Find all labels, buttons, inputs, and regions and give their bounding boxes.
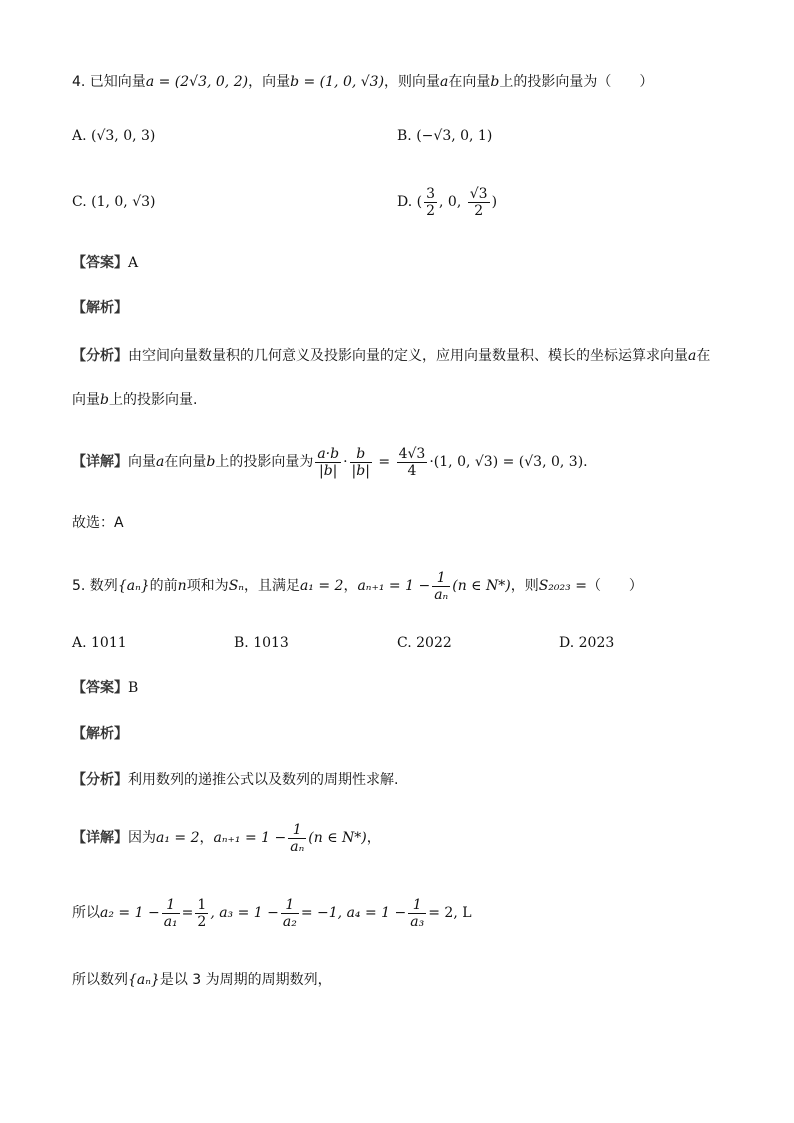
q4-vec-a: a = (2√3, 0, 2) [145, 74, 249, 90]
q5-so1-frac2-num: 1 [197, 896, 207, 913]
q4-vec-b: b = (1, 0, √3) [290, 74, 385, 90]
q5-so1-frac3-num: 1 [281, 897, 299, 914]
q5-detail-tag: 【详解】 [72, 830, 128, 846]
q4-detail-frac2-den: |b| [351, 462, 370, 479]
q4-stem-prefix: 4. 已知向量 [72, 74, 146, 90]
q4-detail-frac2-num: b [350, 446, 372, 463]
q5-answer-tag: 【答案】 [72, 680, 128, 696]
q4-fenxi-text1: 由空间向量数量积的几何意义及投影向量的定义，应用向量数量积、模长的坐标运算求向量 [128, 348, 688, 364]
q4-choice [72, 513, 124, 533]
q4-detail-tag: 【详解】 [72, 454, 128, 470]
q4-option-d [397, 182, 497, 222]
q4-fenxi-text2b: 上的投影向量. [108, 392, 198, 408]
q4-option-d-frac1-den: 2 [426, 202, 436, 219]
q4-detail-frac3-den: 4 [407, 462, 417, 479]
q4-detail-frac2 [350, 446, 372, 479]
q5-option-d-value: 2023 [578, 635, 615, 651]
q5-answer-value: B [128, 680, 139, 696]
q5-so1 [72, 893, 472, 933]
q4-mid3: 在向量 [448, 74, 491, 90]
q4-option-b-label: B. [397, 128, 412, 144]
q5-option-c-label: C. [397, 635, 412, 651]
q4-detail-b: b [206, 454, 216, 470]
q4-detail-frac3-num: 4√3 [398, 445, 426, 462]
q4-fenxi-text2: 向量 [72, 392, 100, 408]
q5-detail-text: 因为 [128, 830, 156, 846]
q5-option-a [72, 633, 127, 653]
q5-rec-cond: (n ∈ N*) [452, 578, 511, 594]
q5-stem4: ，且满足 [243, 578, 300, 594]
q4-stem-suffix: 上的投影向量为（ ） [499, 74, 654, 90]
q5-option-b [234, 633, 289, 653]
q5-detail-rec-num: 1 [288, 822, 306, 839]
q4-option-d-mid: , 0, [439, 194, 466, 210]
q5-detail-a1: a₁ = 2 [156, 830, 200, 846]
q5-detail-end: ， [366, 830, 381, 846]
q4-fenxi-line1 [72, 346, 710, 366]
q4-fenxi-b: b [100, 392, 109, 408]
q5-Sn: Sₙ [228, 578, 244, 594]
q4-detail-mid: 在向量 [164, 454, 207, 470]
q5-option-c [397, 633, 452, 653]
q5-so2-pre: 所以数列 [72, 972, 128, 988]
q4-option-c-value: (1, 0, √3) [91, 194, 156, 210]
q5-stem3: 项和为 [186, 578, 229, 594]
q4-choice-text: 故选：A [72, 515, 124, 531]
q5-fenxi-text: 利用数列的递推公式以及数列的周期性求解. [128, 772, 399, 788]
q5-so1-eq1: = [181, 905, 194, 921]
q4-detail-mid2: 上的投影向量为 [215, 454, 314, 470]
q5-so1-a2: a₂ = 1 − [100, 905, 160, 921]
q4-a: a [440, 74, 449, 90]
q4-detail-text: 向量 [128, 454, 156, 470]
q4-detail-a: a [156, 454, 165, 470]
q5-option-b-label: B. [234, 635, 249, 651]
q4-option-d-pre: ( [416, 194, 423, 210]
q5-stem [72, 566, 643, 606]
q5-so2-post: 是以 3 为周期的周期数列， [159, 972, 332, 988]
q4-detail-tail: ·(1, 0, √3) = (√3, 0, 3). [429, 454, 588, 470]
q4-answer [72, 253, 138, 273]
q5-stem5: ， [343, 578, 358, 594]
q4-option-b [397, 126, 492, 146]
q5-option-a-value: 1011 [91, 635, 127, 651]
q4-mid1: ，向量 [248, 74, 291, 90]
q5-rec-num: 1 [432, 570, 450, 587]
q5-analysis-tag: 【解析】 [72, 726, 128, 742]
q5-rec-frac [432, 570, 450, 603]
q5-so1-frac1 [162, 897, 180, 930]
q4-detail-eq: = [373, 454, 395, 470]
q5-analysis [72, 724, 128, 744]
q5-option-c-value: 2022 [416, 635, 452, 651]
q4-fenxi-a: a [688, 348, 697, 364]
q4-option-d-frac2-num: √3 [469, 185, 488, 202]
q5-rec-den: aₙ [434, 586, 449, 603]
q4-option-c [72, 192, 156, 212]
q4-answer-value: A [128, 255, 139, 271]
q4-option-a-value: (√3, 0, 3) [91, 128, 156, 144]
q4-option-d-frac2-den: 2 [474, 202, 484, 219]
q4-detail-frac3 [397, 446, 428, 479]
q5-fenxi-tag: 【分析】 [72, 772, 128, 788]
q5-answer [72, 678, 138, 698]
q4-detail: 【详解】向量a在向量b上的投影向量为 $\frac{a\cdot b}{|b|}$ · $\frac{b}{|b|}$ = $\frac{4√3}{4}$ ·(1, 0, √3) = (√3, 0, 3). [72, 445, 588, 479]
q4-option-d-post: ) [491, 194, 498, 210]
q4-b: b [490, 74, 500, 90]
q5-so1-frac1-den: a₁ [163, 913, 178, 930]
q4-option-d-label: D. [397, 194, 413, 210]
q5-so1-frac3-den: a₂ [282, 913, 297, 930]
q5-detail-rec-frac [288, 822, 306, 855]
q5-stem2: 的前 [149, 578, 178, 594]
q5-detail-sep: ， [199, 830, 214, 846]
q4-analysis [72, 298, 128, 318]
q5-so1-frac4-den: a₃ [410, 913, 425, 930]
q5-so1-frac4-num: 1 [408, 897, 426, 914]
q4-option-a [72, 126, 155, 146]
q5-stem7: （ ） [586, 578, 643, 594]
q4-option-b-value: (−√3, 0, 1) [416, 128, 493, 144]
q5-n: n [177, 578, 187, 594]
q5-so1-frac4 [408, 897, 426, 930]
q4-option-c-label: C. [72, 194, 87, 210]
q4-option-a-label: A. [72, 128, 87, 144]
q4-option-d-frac2 [468, 186, 490, 219]
q5-so1-frac3 [281, 897, 299, 930]
q5-so1-a3: , a₃ = 1 − [210, 905, 279, 921]
q5-option-d-label: D. [559, 635, 575, 651]
q5-rec-lhs: aₙ₊₁ = 1 − [357, 578, 431, 594]
q5-seq: {aₙ} [117, 578, 150, 594]
q5-detail [72, 818, 381, 858]
q5-so1-text: 所以 [72, 905, 100, 921]
q5-so1-eq2: = −1, a₄ = 1 − [300, 905, 407, 921]
q5-detail-cond: (n ∈ N*) [308, 830, 367, 846]
q4-fenxi-text1b: 在 [696, 348, 711, 364]
q5-option-b-value: 1013 [253, 635, 289, 651]
q4-option-d-frac1 [424, 186, 437, 219]
q4-detail-frac1 [315, 446, 341, 479]
q5-so1-frac2 [195, 897, 208, 930]
q5-stem6: ，则 [510, 578, 539, 594]
q5-option-d [559, 633, 614, 653]
q4-detail-frac1-den: |b| [319, 462, 338, 479]
q4-detail-frac1-num: a·b [317, 445, 340, 462]
q4-option-d-frac1-num: 3 [426, 185, 436, 202]
q5-fenxi [72, 770, 398, 790]
q5-stem1: 5. 数列 [72, 578, 118, 594]
q5-detail-rec: aₙ₊₁ = 1 − [213, 830, 287, 846]
q4-fenxi-tag: 【分析】 [72, 348, 128, 364]
q4-answer-tag: 【答案】 [72, 255, 128, 271]
q4-analysis-tag: 【解析】 [72, 300, 128, 316]
q4-stem [72, 72, 653, 92]
q5-so2-seq: {aₙ} [128, 972, 160, 988]
q5-option-a-label: A. [72, 635, 87, 651]
q5-so2 [72, 970, 332, 990]
q5-detail-rec-den: aₙ [290, 838, 305, 855]
q4-fenxi-line2 [72, 390, 197, 410]
q5-so1-tail: = 2, L [428, 905, 472, 921]
q5-so1-frac1-num: 1 [162, 897, 180, 914]
q5-a1: a₁ = 2 [299, 578, 344, 594]
q4-mid2: ，则向量 [384, 74, 441, 90]
q5-so1-frac2-den: 2 [197, 913, 207, 930]
q5-S2023: S₂₀₂₃ = [538, 578, 587, 594]
